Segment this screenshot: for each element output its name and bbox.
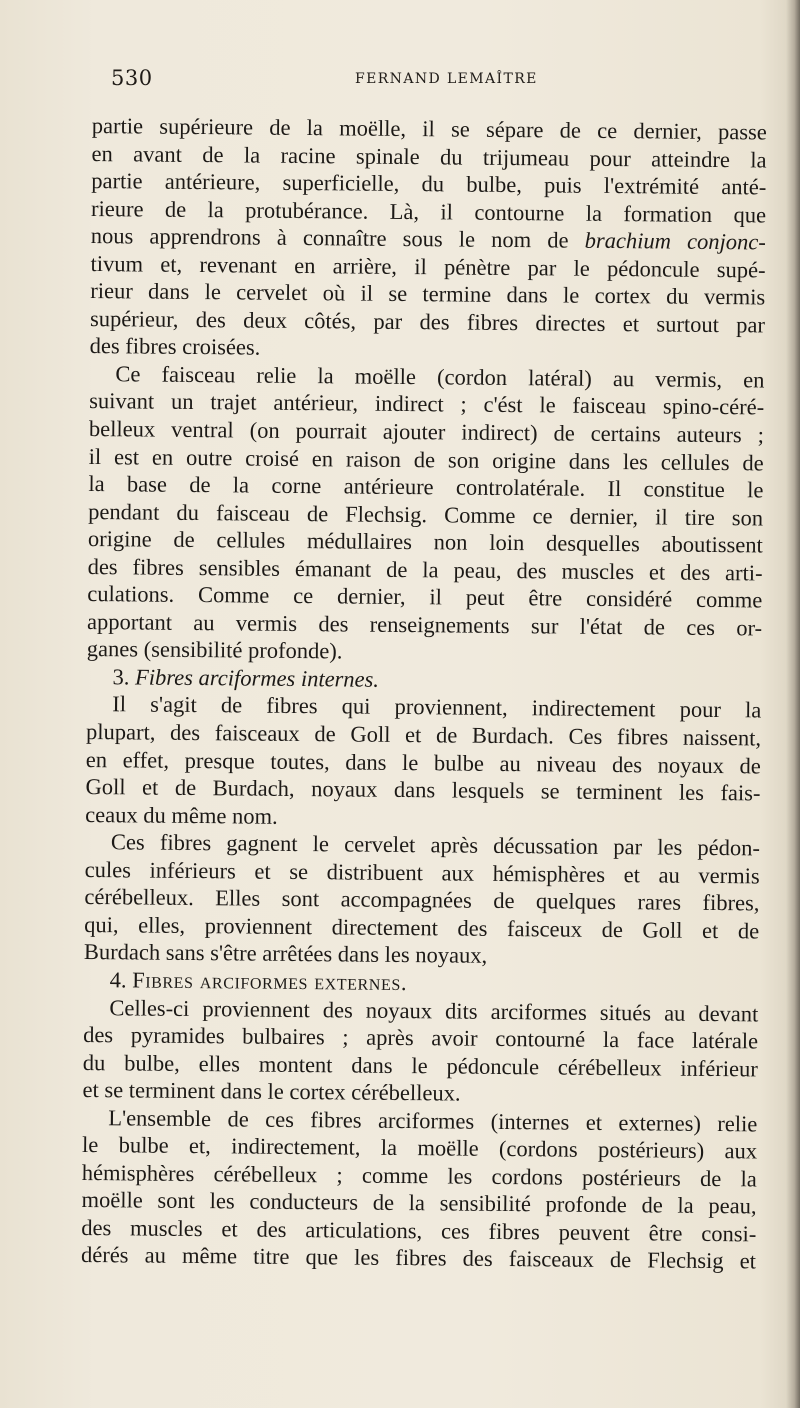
text-line: et se terminent dans le cortex cérébelleux.: [82, 1077, 461, 1106]
text-line: pendant du faisceau de Flechsig. Comme ce dernier, il tire son: [88, 498, 764, 531]
line-text: tivum et, revenant en arrière, il pénètre par le pédoncule supé-: [90, 250, 766, 283]
text-line: Burdach sans s'être arrêtées dans les noyaux,: [83, 939, 488, 969]
text-line: origine de cellules médullaires non loin desquelles aboutissent: [87, 526, 763, 558]
body-text: [81, 112, 767, 1275]
text-line: le bulbe et, indirectement, la moëlle (cordons postérieurs) aux: [81, 1132, 758, 1164]
text-line: en effet, presque toutes, dans le bulbe au niveau des noyaux de: [85, 746, 761, 779]
text-line: Ces fibres gagnent le cervelet après décussation par les pédon-: [110, 829, 761, 861]
text-line: des fibres croisées.: [89, 333, 261, 361]
running-title: FERNAND LEMAÎTRE: [355, 71, 538, 87]
text-line: culations. Comme ce dernier, il peut être considéré comme: [87, 581, 763, 613]
section-title: Fibres arciformes internes.: [134, 664, 380, 692]
text-line: ceaux du même nom.: [85, 801, 278, 829]
page-edge-shadow: [786, 0, 800, 1408]
page-number: 530: [111, 66, 153, 90]
text-line: des pyramides bulbaires ; après avoir contourné la face latérale: [83, 1022, 759, 1054]
text-line: supérieur, des deux côtés, par des fibres directes et surtout par: [89, 305, 766, 338]
text-line: rieur dans le cervelet où il se termine dans le cortex du vermis: [90, 278, 766, 310]
text-line: L'ensemble de ces fibres arciformes (internes et externes) relie: [108, 1104, 758, 1137]
text-line: qui, elles, proviennent directement des faisceux de Goll et de: [84, 911, 760, 944]
text-line: plupart, des faisceaux de Goll et de Burdach. Ces fibres naissent,: [85, 719, 762, 751]
text-line: Celles-ci proviennent des noyaux dits arciformes situés au devant: [109, 994, 759, 1026]
text-line: Ce faisceau relie la moëlle (cordon latéral) au vermis, en: [115, 361, 765, 393]
text-line: en avant de la racine spinale du trijumeau pour atteindre la: [91, 140, 767, 173]
text-line: suivant un trajet antérieur, indirect ; c'ést le faisceau spino-céré-: [89, 388, 765, 420]
text-line: belleux ventral (on pourrait ajouter indirect) de certains auteurs ;: [88, 416, 765, 448]
text-line: rieure de la protubérance. Là, il contourne la formation que: [90, 195, 767, 228]
section-title: Fibres arciformes externes.: [132, 967, 408, 996]
text-line: partie supérieure de la moëlle, il se sépare de ce dernier, passe: [91, 112, 767, 145]
line-text: nous apprendrons à connaître sous le nom de: [90, 223, 569, 253]
text-line: dérés au même titre que les fibres des faisceaux de Flechsig et: [80, 1242, 757, 1274]
text-line: ganes (sensibilité profonde).: [86, 636, 343, 664]
text-line: des muscles et des articulations, ces fibres peuvent être consi-: [81, 1214, 757, 1247]
text-line: cérébelleux. Elles sont accompagnées de quelques rares fibres,: [84, 884, 760, 916]
text-line: du bulbe, elles montent dans le pédoncule cérébelleux inférieur: [82, 1049, 758, 1082]
italic-term: brachium conjonc-: [584, 227, 766, 255]
text-line: des fibres sensibles émanant de la peau, des muscles et des arti-: [87, 553, 763, 586]
section-number: 3.: [112, 664, 130, 690]
text-line: la base de la corne antérieure controlatérale. Il constitue le: [88, 471, 764, 503]
text-line: Goll et de Burdach, noyaux dans lesquels se terminent les fais-: [85, 774, 761, 806]
text-line: Il s'agit de fibres qui proviennent, indirectement pour la: [112, 691, 762, 723]
text-line: moëlle sont les conducteurs de la sensibilité profonde de la peau,: [81, 1187, 757, 1219]
text-line: hémisphères cérébelleux ; comme les cordons postérieurs de la: [81, 1159, 757, 1192]
section-number: 4.: [109, 967, 127, 993]
page-header: [0, 66, 800, 96]
text-line: cules inférieurs et se distribuent aux hémisphères et au vermis: [84, 856, 760, 889]
text-line: il est en outre croisé en raison de son origine dans les cellules de: [88, 443, 764, 476]
text-line: apportant au vermis des renseignements sur l'état de ces or-: [86, 608, 763, 641]
text-line: partie antérieure, superficielle, du bulbe, puis l'extrémité anté-: [91, 168, 767, 200]
